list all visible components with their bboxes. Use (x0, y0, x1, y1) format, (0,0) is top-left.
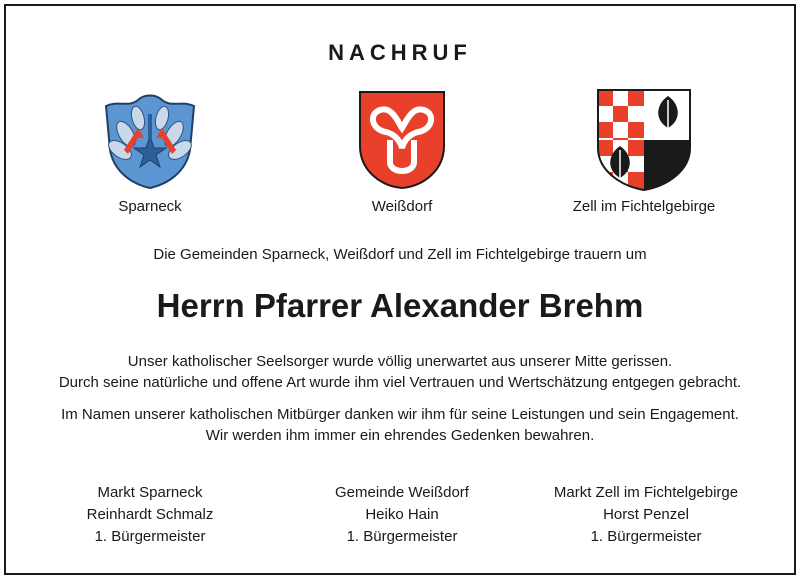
signature-sparneck (30, 482, 270, 548)
signature-person: Horst Penzel (603, 506, 689, 523)
signature-municipality: Markt Zell im Fichtelgebirge (553, 484, 739, 501)
crest-label-zell: Zell im Fichtelgebirge (572, 198, 716, 215)
crest-label-sparneck: Sparneck (118, 198, 182, 215)
paragraph-two (0, 404, 800, 446)
signature-role: 1. Bürgermeister (346, 528, 458, 545)
deceased-name: Herrn Pfarrer Alexander Brehm (156, 287, 644, 324)
paragraph-two-line-2: Wir werden ihm immer ein ehrendes Gedenken bewahren. (205, 427, 595, 444)
zell-coat-of-arms-icon (596, 88, 692, 197)
weissdorf-coat-of-arms-icon (350, 88, 454, 197)
crest-label-weissdorf: Weißdorf (371, 198, 433, 215)
paragraph-one-line-1: Unser katholischer Seelsorger wurde völlig unerwartet aus unserer Mitte gerissen. (127, 353, 673, 370)
signature-role: 1. Bürgermeister (94, 528, 206, 545)
paragraph-two-line-1: Im Namen unserer katholischen Mitbürger danken wir ihm für seine Leistungen und sein Engagement. (61, 406, 739, 423)
signature-person: Heiko Hain (365, 506, 439, 523)
signature-municipality: Markt Sparneck (97, 484, 203, 501)
signature-role: 1. Bürgermeister (590, 528, 702, 545)
paragraph-one (0, 351, 800, 393)
signature-zell (526, 482, 766, 548)
signature-person: Reinhardt Schmalz (86, 506, 214, 523)
intro-text: Die Gemeinden Sparneck, Weißdorf und Zell im Fichtelgebirge trauern um (153, 246, 647, 263)
signature-weissdorf (282, 482, 522, 548)
paragraph-one-line-2: Durch seine natürliche und offene Art wurde ihm viel Vertrauen und Wertschätzung entgegen gebracht. (58, 374, 742, 391)
notice-heading: NACHRUF (328, 40, 472, 65)
sparneck-coat-of-arms-icon (98, 88, 202, 197)
signature-municipality: Gemeinde Weißdorf (335, 484, 469, 501)
